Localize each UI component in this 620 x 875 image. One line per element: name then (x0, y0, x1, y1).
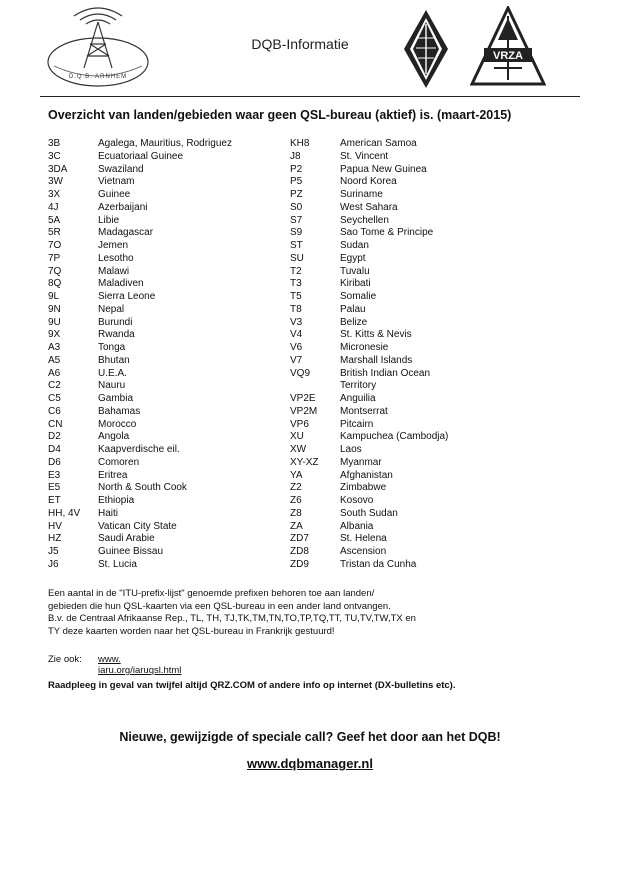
call-prefix: D4 (48, 444, 61, 455)
call-prefix: KH8 (290, 138, 310, 149)
call-prefix: V6 (290, 342, 303, 353)
call-prefix: VP6 (290, 418, 309, 430)
country-name: Nauru (98, 380, 126, 392)
country-name: Montserrat (340, 405, 388, 417)
call-prefix: 7O (48, 240, 62, 251)
call-prefix: C6 (48, 405, 61, 417)
call-prefix: ZA (290, 520, 303, 532)
note-line: B.v. de Centraal Afrikaanse Rep., TL, TH, TJ,TK,TM,TN,TO,TP,TQ,TT, TU,TV,TW,TX en (48, 613, 416, 624)
country-name: Guinee Bissau (98, 546, 164, 557)
call-prefix: A5 (48, 354, 61, 366)
see-also-line (48, 654, 182, 676)
country-name: Haiti (98, 507, 119, 519)
call-prefix: Z2 (290, 482, 302, 494)
call-prefix: V3 (290, 316, 303, 328)
call-prefix: 3W (48, 176, 63, 188)
call-prefix: PZ (290, 189, 303, 200)
call-prefix: HZ (48, 533, 62, 545)
country-name: Sierra Leone (98, 291, 156, 302)
call-prefix: VP2E (290, 393, 316, 404)
call-prefix: XU (290, 431, 304, 443)
call-prefix: 9U (48, 316, 61, 328)
country-name: Azerbaijani (98, 201, 148, 213)
country-name: Tonga (98, 342, 126, 353)
country-name: Bhutan (98, 354, 130, 366)
call-prefix: VP2M (290, 405, 318, 417)
country-name: Morocco (98, 418, 137, 430)
call-prefix: Z8 (290, 507, 302, 519)
note-line: gebieden die hun QSL-kaarten via een QSL-bureau in een ander land ontvangen. (48, 600, 391, 612)
call-prefix: T2 (290, 265, 302, 277)
call-prefix: A3 (48, 342, 61, 353)
call-prefix: J6 (48, 558, 59, 570)
country-name: U.E.A. (98, 367, 127, 379)
country-name: Agalega, Mauritius, Rodriguez (98, 138, 232, 149)
country-name: Afghanistan (340, 469, 393, 481)
country-name: Kiribati (340, 278, 371, 290)
call-prefix: Z6 (290, 495, 302, 506)
country-name: Kampuchea (Cambodja) (340, 431, 449, 443)
call-prefix: T3 (290, 278, 302, 290)
dqb-arnhem-logo (44, 4, 152, 90)
country-name: Somalie (340, 291, 377, 302)
call-prefix: S0 (290, 201, 303, 213)
see-also-label: Zie ook: (48, 654, 82, 665)
country-name: Sudan (340, 240, 369, 251)
call-prefix: V4 (290, 329, 303, 341)
call-prefix: 4J (48, 201, 59, 213)
call-prefix: ST (290, 240, 303, 251)
call-prefix: 3X (48, 189, 61, 200)
country-name: Rwanda (98, 329, 135, 341)
country-name: South Sudan (340, 507, 398, 519)
country-name: Laos (340, 444, 362, 455)
call-prefix: HH, 4V (48, 507, 81, 519)
website-link[interactable]: www.dqbmanager.nl (247, 756, 373, 771)
country-name: Bahamas (98, 405, 141, 417)
country-name: Ascension (340, 546, 387, 557)
iaru-link[interactable]: www. iaru.org/iaruqsl.html (98, 654, 182, 676)
country-name: Sao Tome & Principe (340, 227, 434, 239)
call-prefix: A6 (48, 367, 61, 379)
country-name: Malawi (98, 265, 130, 277)
vrza-logo-text: VRZA (493, 50, 523, 62)
country-name: Territory (340, 380, 377, 392)
country-name: Vietnam (98, 176, 135, 188)
call-prefix: ZD8 (290, 546, 309, 557)
itu-prefix-note (48, 588, 588, 638)
call-prefix: E5 (48, 482, 61, 494)
logo-left-text: D.Q.B. ARNHEM (68, 74, 128, 80)
country-name: Comoren (98, 456, 140, 468)
country-name: Burundi (98, 316, 133, 328)
country-name: Eritrea (98, 469, 128, 481)
note-line: Een aantal in de "ITU-prefix-lijst" genoemde prefixen behoren toe aan landen/ (48, 588, 375, 599)
call-prefix: J5 (48, 546, 59, 557)
country-name: St. Vincent (340, 150, 389, 162)
country-name: Albania (340, 520, 374, 532)
call-prefix: 7P (48, 252, 61, 264)
call-prefix: S9 (290, 227, 303, 239)
country-name: Vatican City State (98, 520, 177, 532)
country-name: American Samoa (340, 138, 417, 149)
call-prefix: 7Q (48, 265, 62, 277)
vrza-logo (470, 6, 546, 86)
country-name: Gambia (98, 393, 134, 404)
country-name: Swaziland (98, 163, 144, 175)
country-name: Seychellen (340, 214, 389, 226)
call-prefix: D6 (48, 456, 61, 468)
country-name: Tristan da Cunha (340, 558, 417, 570)
call-prefix: ZD7 (290, 533, 309, 545)
country-name: Myanmar (340, 456, 382, 468)
country-name: Palau (340, 303, 366, 315)
call-prefix: 5A (48, 214, 61, 226)
call-prefix: S7 (290, 214, 303, 226)
country-name: Madagascar (98, 227, 154, 239)
country-name: St. Helena (340, 533, 387, 545)
country-name: St. Lucia (98, 558, 137, 570)
country-name: Anguilia (340, 393, 376, 404)
country-name: Nepal (98, 303, 125, 315)
country-name: St. Kitts & Nevis (340, 329, 412, 341)
call-prefix: VQ9 (290, 367, 311, 379)
call-prefix: 9L (48, 291, 60, 302)
call-prefix: YA (290, 469, 303, 481)
call-prefix: J8 (290, 150, 301, 162)
call-prefix: 3B (48, 138, 61, 149)
call-prefix: ZD9 (290, 558, 309, 570)
country-name: Egypt (340, 252, 366, 264)
country-name: Papua New Guinea (340, 163, 427, 175)
country-name: Guinee (98, 189, 131, 200)
call-prefix: 9N (48, 303, 61, 315)
country-name: Libie (98, 214, 120, 226)
country-name: Saudi Arabie (98, 533, 155, 545)
country-name: Noord Korea (340, 176, 397, 188)
call-prefix: 5R (48, 227, 61, 239)
country-name: Pitcairn (340, 418, 374, 430)
call-prefix: P2 (290, 163, 303, 175)
page-header-title: DQB-Informatie (251, 36, 349, 52)
country-name: Suriname (340, 189, 383, 200)
call-prefix: HV (48, 520, 62, 532)
call-prefix: ET (48, 495, 61, 506)
country-name: Tuvalu (340, 265, 370, 277)
call-prefix: 3DA (48, 163, 68, 175)
call-prefix: C2 (48, 380, 61, 392)
country-name: West Sahara (340, 201, 398, 213)
call-prefix: V7 (290, 354, 303, 366)
call-prefix: P5 (290, 176, 303, 188)
overview-title: Overzicht van landen/gebieden waar geen QSL-bureau (aktief) is. (maart-2015) (48, 108, 512, 122)
call-prefix: SU (290, 252, 304, 264)
country-name: Zimbabwe (340, 482, 387, 494)
country-name: Jemen (98, 240, 129, 251)
call-prefix: 8Q (48, 278, 62, 290)
call-prefix: T5 (290, 291, 302, 302)
country-name: Angola (98, 431, 130, 443)
country-name: Marshall Islands (340, 354, 413, 366)
country-name: British Indian Ocean (340, 367, 431, 379)
country-name: Maladiven (98, 278, 144, 290)
call-prefix: XW (290, 444, 307, 455)
diamond-emblem-icon (402, 8, 450, 90)
country-name: Kaapverdische eil. (98, 444, 180, 455)
call-prefix: CN (48, 418, 63, 430)
country-name: Ethiopia (98, 495, 135, 506)
call-to-action: Nieuwe, gewijzigde of speciale call? Geef het door aan het DQB! (119, 730, 501, 744)
header-divider (40, 96, 580, 97)
call-prefix: D2 (48, 431, 61, 443)
call-prefix: 3C (48, 150, 61, 162)
country-name: Belize (340, 316, 368, 328)
call-prefix: XY-XZ (290, 456, 319, 468)
country-name: Ecuatoriaal Guinee (98, 150, 184, 162)
note-line: TY deze kaarten worden naar het QSL-bureau in Frankrijk gestuurd! (48, 625, 335, 637)
country-name: North & South Cook (98, 482, 187, 494)
country-name: Kosovo (340, 495, 374, 506)
country-name: Micronesie (340, 342, 389, 353)
call-prefix: 9X (48, 329, 61, 341)
country-name: Lesotho (98, 252, 134, 264)
call-prefix: E3 (48, 469, 61, 481)
call-prefix: T8 (290, 303, 302, 315)
advice-text: Raadpleeg in geval van twijfel altijd QRZ.COM of andere info op internet (DX-bulletins etc). (48, 680, 456, 691)
call-prefix: C5 (48, 393, 61, 404)
